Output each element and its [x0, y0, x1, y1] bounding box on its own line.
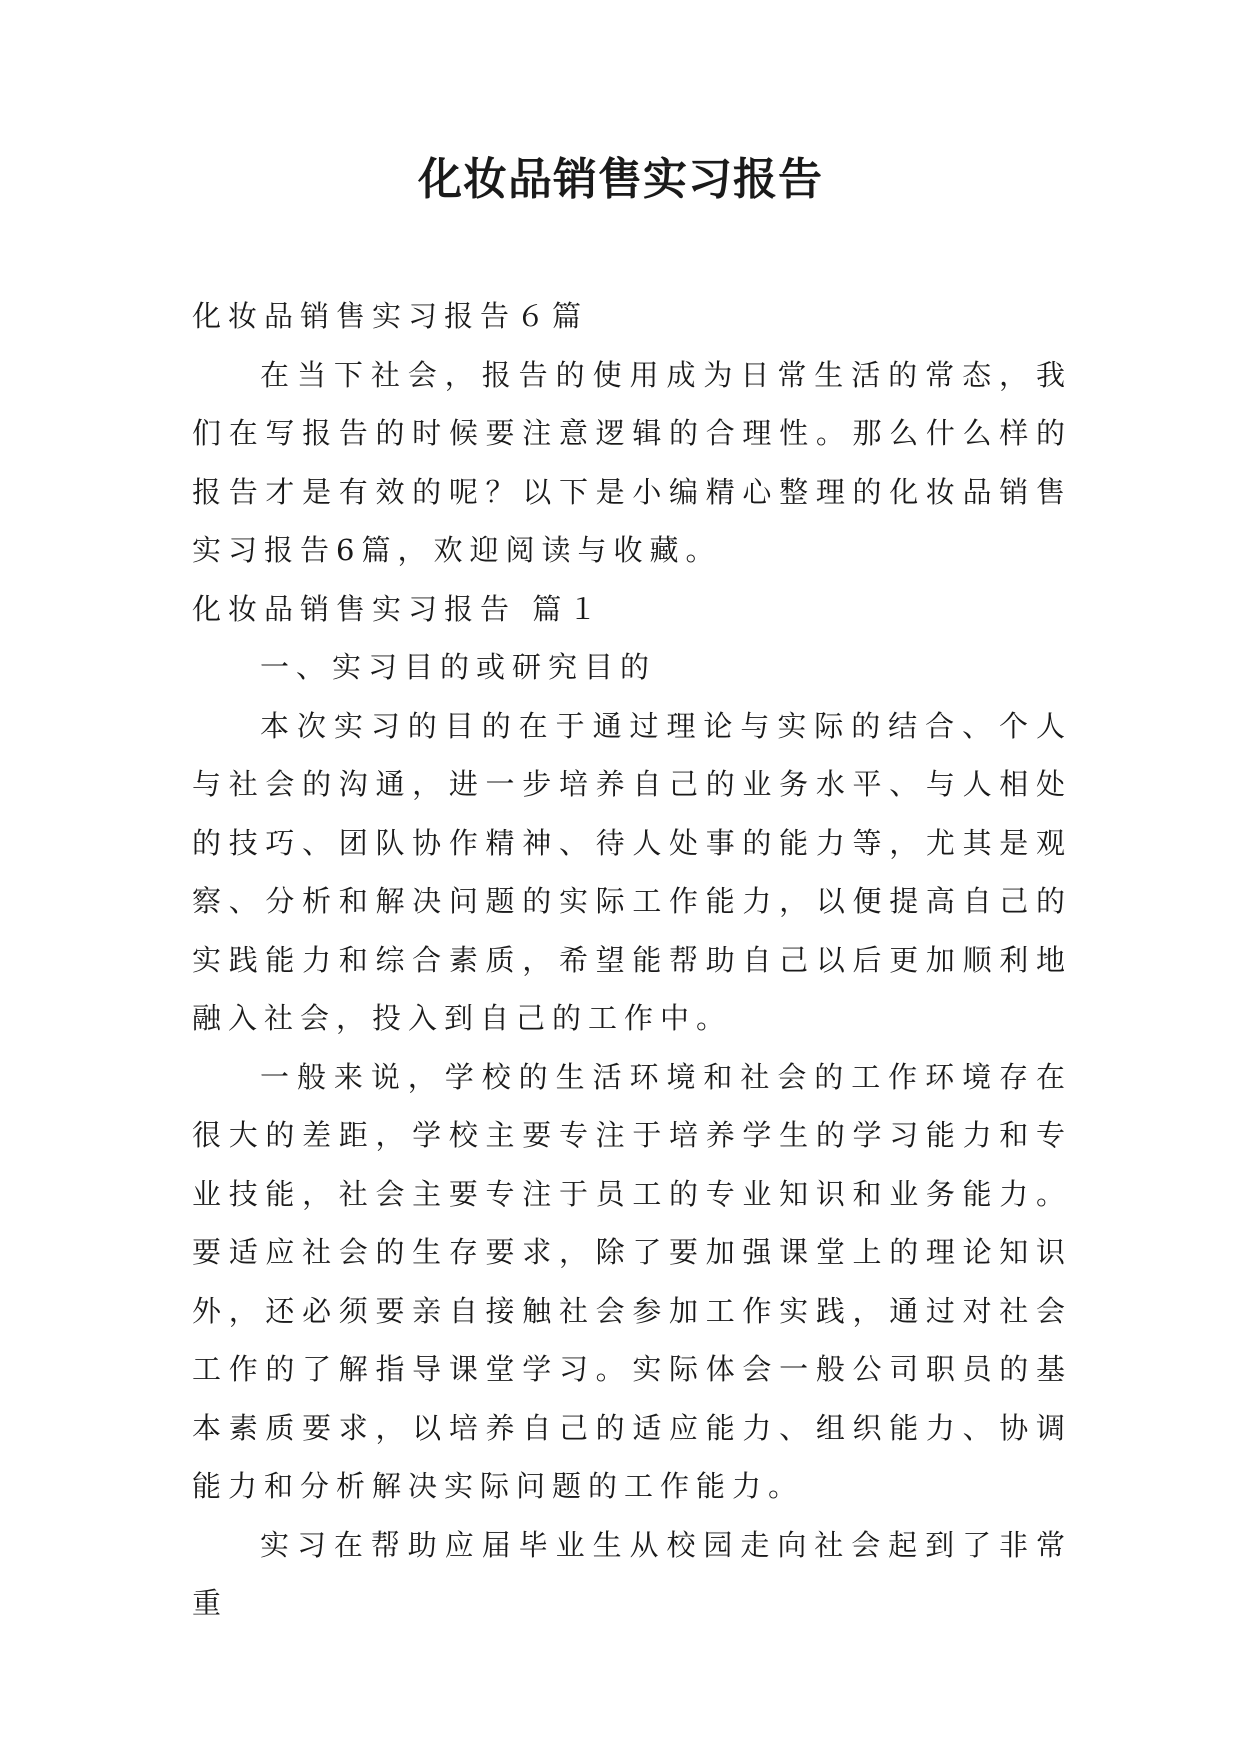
body-paragraph-2: 一般来说，学校的生活环境和社会的工作环境存在很大的差距，学校主要专注于培养学生的学习能力和专业技能，社会主要专注于员工的专业知识和业务能力。要适应社会的生存要求，除了要加强课堂上的理论知识外，还必须要亲自接触社会参加工作实践，通过对社会工作的了解指导课堂学习。实际体会一般公司职员的基本素质要求，以培养自己的适应能力、组织能力、协调能力和分析解决实际问题的工作能力。: [192, 1059, 1072, 1503]
section-heading: 化妆品销售实习报告 篇１: [192, 591, 605, 626]
body-paragraph-3: 实习在帮助应届毕业生从校园走向社会起到了非常重: [192, 1527, 1072, 1620]
intro-paragraph: 在当下社会，报告的使用成为日常生活的常态，我们在写报告的时候要注意逻辑的合理性。那么什么样的报告才是有效的呢？以下是小编精心整理的化妆品销售实习报告6篇，欢迎阅读与收藏。: [192, 357, 1072, 567]
document-body: [192, 287, 1072, 1633]
document-subtitle: 化妆品销售实习报告６篇: [192, 299, 589, 333]
subsection-heading: 一、实习目的或研究目的: [260, 650, 657, 684]
document-title: 化妆品销售实习报告: [418, 154, 823, 205]
body-paragraph-1: 本次实习的目的在于通过理论与实际的结合、个人与社会的沟通，进一步培养自己的业务水平、与人相处的技巧、团队协作精神、待人处事的能力等，尤其是观察、分析和解决问题的实际工作能力，以便提高自己的实践能力和综合素质，希望能帮助自己以后更加顺利地融入社会，投入到自己的工作中。: [192, 708, 1072, 1035]
